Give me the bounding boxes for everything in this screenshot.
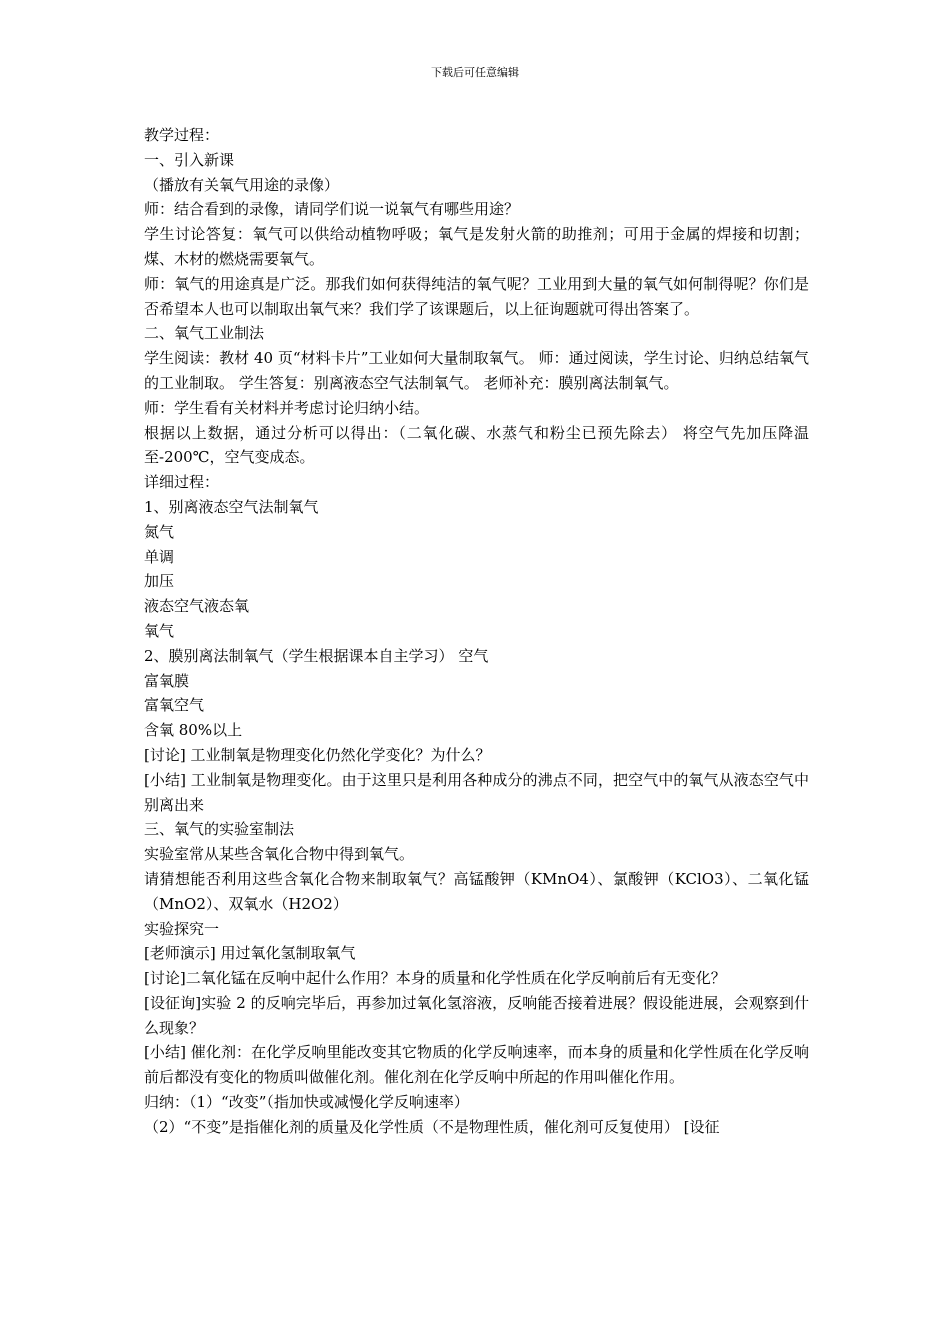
paragraph: 含氧 80%以上 — [144, 721, 243, 740]
section-heading: 二、氧气工业制法 — [144, 324, 265, 343]
paragraph: （播放有关氧气用途的录像） — [144, 175, 340, 194]
paragraph: 学生讨论答复：氧气可以供给动植物呼吸；氧气是发射火箭的助推剂；可用于金属的焊接和切割；煤、木材的燃烧需要氧气。 — [144, 225, 809, 268]
paragraph: 富氧膜 — [144, 671, 190, 690]
paragraph: [小结] 工业制氧是物理变化。由于这里只是利用各种成分的沸点不同，把空气中的氧气从液态空气中别离出来 — [144, 770, 809, 814]
paragraph: 师：结合看到的录像，请同学们说一说氧气有哪些用途？ — [144, 200, 520, 219]
paragraph: 氧气 — [144, 621, 175, 640]
paragraph: 液态空气液态氧 — [144, 597, 250, 616]
document-body — [144, 123, 809, 1140]
section-heading: 三、氧气的实验室制法 — [144, 820, 295, 839]
paragraph: [小结] 催化剂：在化学反响里能改变其它物质的化学反响速率，而本身的质量和化学性质在化学反响前后都没有变化的物质叫做催化剂。催化剂在化学反响中所起的作用叫催化作用。 — [144, 1043, 809, 1087]
page-header-note: 下载后可任意编辑 — [431, 66, 519, 79]
paragraph: 师：学生看有关材料并考虑讨论归纳小结。 — [144, 398, 430, 417]
paragraph: 请猜想能否利用这些含氧化合物来制取氧气？高锰酸钾（KMnO4）、氯酸钾（KClO3）、二氧化锰（MnO2）、双氧水（H2O2） — [144, 869, 809, 913]
paragraph: [讨论]二氧化锰在反响中起什么作用？本身的质量和化学性质在化学反响前后有无变化？ — [144, 969, 726, 988]
paragraph: 教学过程： — [144, 126, 220, 144]
paragraph: 实验室常从某些含氧化合物中得到氧气。 — [144, 845, 415, 864]
paragraph: 富氧空气 — [144, 696, 205, 715]
paragraph: 加压 — [144, 572, 175, 591]
paragraph: 根据以上数据，通过分析可以得出：（二氧化碳、水蒸气和粉尘已预先除去） 将空气先加压降温至-200℃，空气变成态。 — [144, 423, 809, 467]
paragraph: 氮气 — [144, 522, 175, 541]
paragraph: [老师演示] 用过氧化氢制取氧气 — [144, 944, 356, 963]
paragraph: 师：氧气的用途真是广泛。那我们如何获得纯洁的氧气呢？工业用到大量的氧气如何制得呢？你们是否希望本人也可以制取出氧气来？我们学了该课题后，以上征询题就可得出答案了。 — [144, 274, 809, 318]
paragraph: 实验探究一 — [144, 919, 220, 938]
paragraph: 2、膜别离法制氧气（学生根据课本自主学习） 空气 — [144, 646, 489, 665]
paragraph: 归纳：（1）“改变”（指加快或减慢化学反响速率） — [144, 1093, 469, 1112]
paragraph: 1、别离液态空气法制氧气 — [144, 497, 319, 516]
paragraph: [设征询]实验 2 的反响完毕后，再参加过氧化氢溶液，反响能否接着进展？假设能进展，会观察到什么现象？ — [144, 993, 809, 1037]
paragraph: （2）“不变”是指催化剂的质量及化学性质（不是物理性质，催化剂可反复使用） [设征 — [144, 1117, 720, 1136]
paragraph: 一、引入新课 — [144, 150, 235, 169]
paragraph: [讨论] 工业制氧是物理变化仍然化学变化？为什么？ — [144, 745, 491, 764]
paragraph: 详细过程： — [144, 473, 220, 492]
paragraph: 学生阅读：教材 40 页“材料卡片”工业如何大量制取氧气。 师：通过阅读，学生讨论、归纳总结氧气的工业制取。 学生答复：别离液态空气法制氧气。 老师补充：膜别离法制氧气。 — [144, 349, 809, 392]
paragraph: 单调 — [144, 547, 175, 566]
